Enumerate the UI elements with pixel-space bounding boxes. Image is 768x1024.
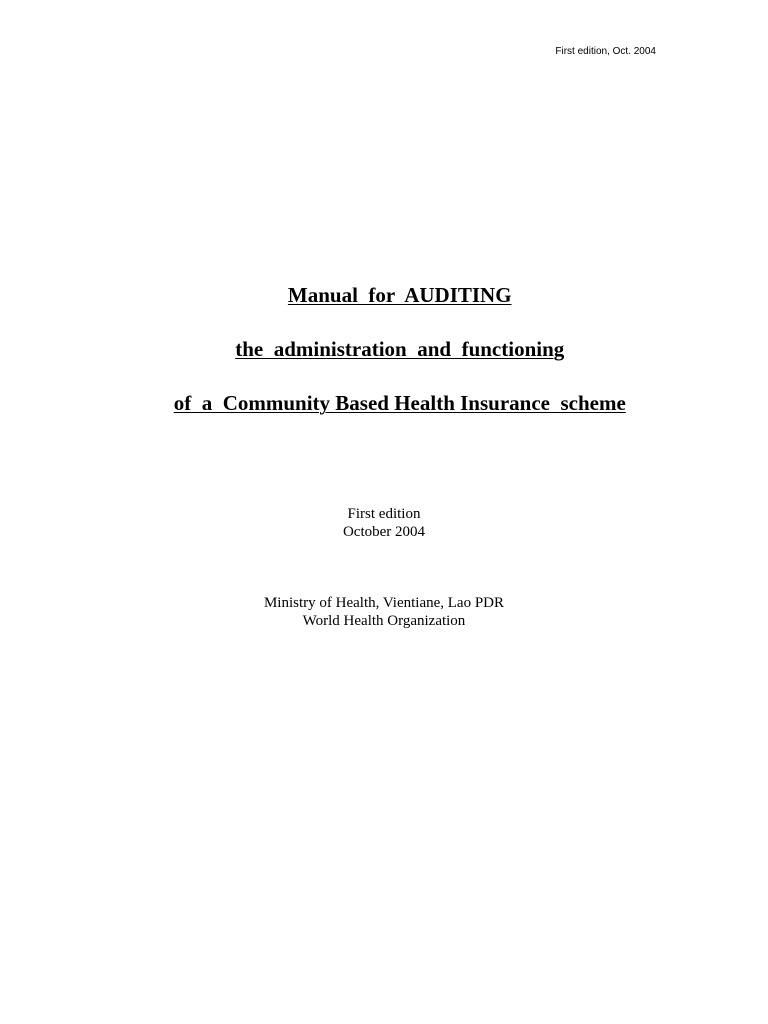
edition-label: First edition — [347, 506, 421, 522]
edition-date: October 2004 — [342, 524, 426, 540]
header-edition-note: First edition, Oct. 2004 — [555, 46, 656, 57]
title-line-1-text: Manual for AUDITING — [287, 283, 512, 307]
title-line-3-text: of a Community Based Health Insurance scheme — [173, 391, 626, 415]
organization-ministry: Ministry of Health, Vientiane, Lao PDR — [263, 595, 505, 611]
title-line-2-text: the administration and functioning — [235, 337, 565, 361]
title-line-3 — [0, 364, 768, 442]
organization-who: World Health Organization — [302, 613, 466, 629]
